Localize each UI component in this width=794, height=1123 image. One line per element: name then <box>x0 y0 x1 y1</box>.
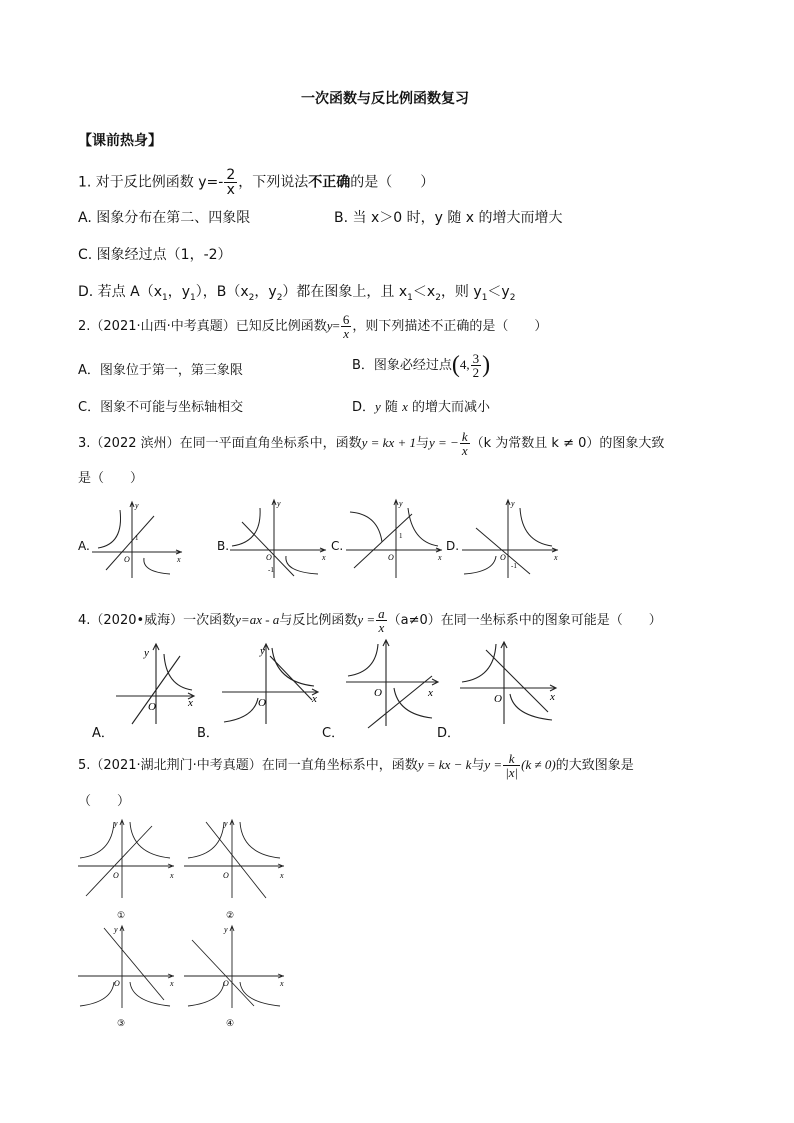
q3-label-a: A. <box>78 539 90 553</box>
page-title: 一次函数与反比例函数复习 <box>301 91 469 107</box>
tick-label: -1 <box>268 566 274 574</box>
question-5-stem: 5.（2021·湖北荆门·中考真题）在同一直角坐标系中，函数y = kx − k与y = $\frac{k}{|x|}$ (k ≠ 0)的大致图象是 <box>78 751 634 780</box>
origin-label: O <box>223 979 229 988</box>
q4-label-d: D． <box>437 726 461 741</box>
question-2-option-b: B．图象必经过点(4, $\frac{3}{2}$ ) <box>352 351 491 380</box>
question-1-option-d: D. 若点 $A(x_1$，$y_1$），$B(x_2$，$y_2$）都在图象上，且 $x_1<x_2$，则 $y_1<y_2$ <box>78 284 516 303</box>
q4-label-a: A． <box>92 726 114 741</box>
tick-label: 1 <box>399 532 403 540</box>
origin-label: O <box>500 553 506 562</box>
axis-x-label: x <box>280 979 284 988</box>
q5-graph-1 <box>76 818 176 922</box>
question-1-option-b: B. 当 x＞0 时，y 随 x 的增大而增大 <box>334 210 563 226</box>
axis-x-label: x <box>554 553 558 562</box>
section-heading: 【课前热身】 <box>78 133 162 149</box>
graph-number-label: ① <box>117 910 126 920</box>
q3-label-c: C. <box>331 539 344 553</box>
axis-y-label: y <box>260 645 265 657</box>
q4-label-b: B． <box>197 726 219 741</box>
question-2-stem: 2.（2021·山西·中考真题）已知反比例函数y= $\frac{6}{x}$ ，则下列描述不正确的是（ ） <box>78 312 548 341</box>
axis-x-label: x <box>428 687 433 699</box>
q4-graph-a <box>112 642 198 726</box>
fraction: $\frac{6}{x}$ <box>342 312 350 341</box>
question-5-stem-line2: （ ） <box>78 794 131 809</box>
axis-y-label: y <box>399 499 403 508</box>
question-4-stem: 4.（2020•威海）一次函数y=ax - a与反比例函数y = $\frac{a}{x}$ （a≠0）在同一坐标系中的图象可能是（ ） <box>78 606 662 635</box>
axis-y-label: y <box>114 819 118 828</box>
q3-graph-a <box>92 500 184 580</box>
q4-graph-d <box>458 640 558 726</box>
axis-x-label: x <box>438 553 442 562</box>
origin-label: O <box>148 701 156 713</box>
question-2-option-c: C．图象不可能与坐标轴相交 <box>78 400 244 415</box>
origin-label: O <box>374 687 382 699</box>
q5-graph-4 <box>182 924 286 1030</box>
q4-graph-c <box>344 638 440 728</box>
origin-label: O <box>388 553 394 562</box>
graph-number-label: ③ <box>117 1018 126 1028</box>
axis-x-label: x <box>177 555 181 564</box>
axis-y-label: y <box>114 925 118 934</box>
origin-label: O <box>124 555 130 564</box>
q3-label-d: D. <box>446 539 460 553</box>
fraction: $\frac{2}{x}$ <box>226 167 236 198</box>
tick-label: 1 <box>135 534 139 542</box>
question-3-stem-line2: 是（ ） <box>78 471 144 486</box>
axis-x-label: x <box>322 553 326 562</box>
q3-label-b: B. <box>217 539 230 553</box>
question-2-option-d: D．y 随 x 的增大而减小 <box>352 399 490 415</box>
q5-graph-2 <box>182 818 286 922</box>
origin-label: O <box>258 697 266 709</box>
question-1-stem: 1. 对于反比例函数 y=- $\frac{2}{x}$ ，下列说法不正确的是（ ） <box>78 167 435 198</box>
axis-x-label: x <box>170 979 174 988</box>
origin-label: O <box>266 553 272 562</box>
origin-label: O <box>114 979 120 988</box>
axis-x-label: x <box>280 871 284 880</box>
axis-x-label: x <box>188 697 193 709</box>
tick-label: -1 <box>511 562 517 570</box>
q3-graph-d <box>460 498 560 580</box>
axis-x-label: x <box>312 693 317 705</box>
axis-x-label: x <box>170 871 174 880</box>
q3-graph-c <box>344 498 444 580</box>
q4-label-c: C． <box>322 726 345 741</box>
q4-graph-b <box>220 642 320 726</box>
origin-label: O <box>223 871 229 880</box>
graph-number-label: ② <box>226 910 235 920</box>
axis-y-label: y <box>144 647 149 659</box>
question-1-option-c: C. 图象经过点（1，-2） <box>78 247 232 263</box>
axis-y-label: y <box>511 499 515 508</box>
origin-label: O <box>494 693 502 705</box>
axis-y-label: y <box>224 925 228 934</box>
origin-label: O <box>113 871 119 880</box>
question-1-option-a: A. 图象分布在第二、四象限 <box>78 210 251 226</box>
question-2-option-a: A．图象位于第一，第三象限 <box>78 363 243 378</box>
graph-number-label: ④ <box>226 1018 235 1028</box>
axis-x-label: x <box>550 691 555 703</box>
axis-y-label: y <box>224 819 228 828</box>
q5-graph-3 <box>76 924 176 1030</box>
axis-y-label: y <box>135 501 139 510</box>
q3-graph-b <box>228 498 328 580</box>
axis-y-label: y <box>277 499 281 508</box>
question-3-stem: 3.（2022 滨州）在同一平面直角坐标系中，函数y = kx + 1与y = − $\frac{k}{x}$ （k 为常数且 k ≠ 0）的图象大致 <box>78 429 665 458</box>
